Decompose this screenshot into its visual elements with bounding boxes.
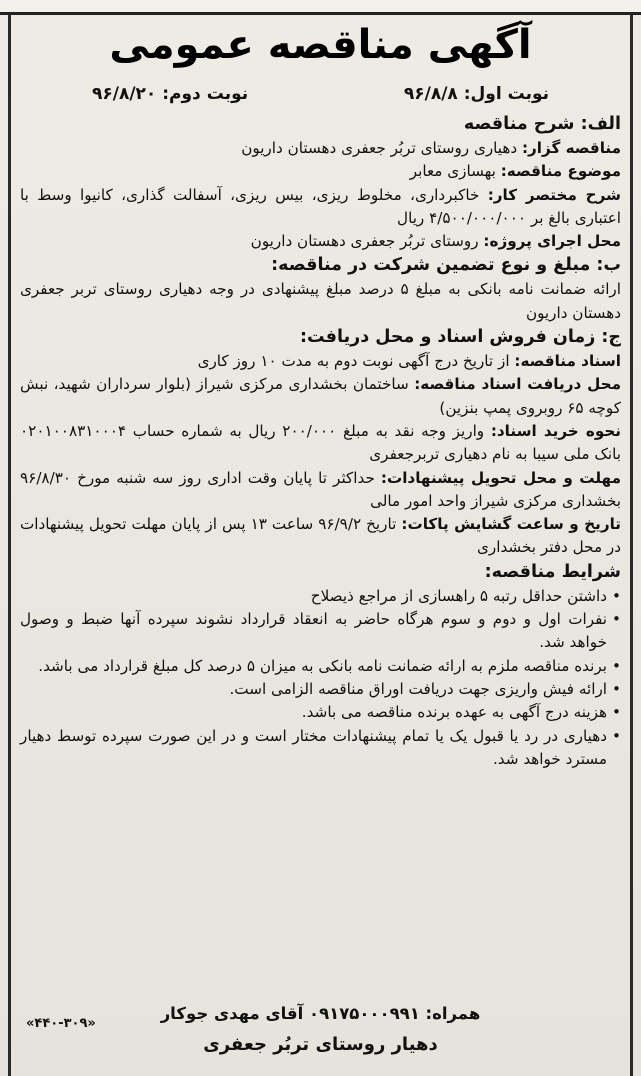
notice-body (20, 112, 621, 771)
condition-item: • داشتن حداقل رتبه ۵ راهسازی از مراجع ذیصلاح (20, 585, 621, 608)
docs-place-label: محل دریافت اسناد مناقصه: (414, 375, 622, 394)
opening-value: تاریخ ۹۶/۹/۲ ساعت ۱۳ پس از پایان مهلت تحویل پیشنهادات در محل دفتر بخشداری (20, 515, 621, 557)
condition-item: • برنده مناقصه ملزم به ارائه ضمانت نامه بانکی به میزان ۵ درصد کل مبلغ قرارداد می باشد. (20, 655, 621, 678)
deadline-value: حداکثر تا پایان وقت اداری روز سه شنبه مورخ ۹۶/۸/۳۰ بخشداری مرکزی شیراز واحد امور مالی (20, 468, 621, 510)
left-border (8, 14, 11, 1076)
docs-label: اسناد مناقصه: (514, 352, 621, 371)
publication-dates (92, 84, 549, 104)
opening-time (20, 513, 621, 560)
condition-item: • ارائه فیش واریزی جهت دریافت اوراق مناقصه الزامی است. (20, 678, 621, 701)
section-a-heading: الف: شرح مناقصه (463, 114, 621, 134)
ad-code: «۴۴۰-۳۰۹» (26, 1016, 96, 1031)
section-b-heading: ب: مبلغ و نوع تضمین شرکت در مناقصه: (271, 255, 621, 276)
first-publication-date: نوبت اول: ۹۶/۸/۸ (403, 84, 549, 104)
docs-value: از تاریخ درج آگهی نوبت دوم به مدت ۱۰ روز کاری (197, 352, 510, 371)
location-value: روستای تربُر جعفری دهستان داریون (250, 232, 479, 251)
docs-place-value: ساختمان بخشداری مرکزی شیراز (بلوار سرداران شهید، نبش کوچه ۶۵ روبروی پمپ بنزین) (20, 375, 621, 417)
brief-description (20, 184, 621, 231)
tender-giver-value: دهیاری روستای تربُر جعفری دهستان داریون (241, 139, 518, 157)
signature: دهیار روستای تربُر جعفری (203, 1034, 438, 1055)
notice-title: آگهی مناقصه عمومی (109, 22, 532, 68)
opening-label: تاریخ و ساعت گشایش پاکات: (401, 515, 621, 534)
tender-documents (20, 350, 621, 373)
purchase-value: واریز وجه نقد به مبلغ ۲۰۰/۰۰۰ ریال به شماره حساب ۰۲۰۱۰۰۸۳۱۰۰۰۴ بانک ملی سیبا به نام دهیاری تربرجعفری (20, 421, 621, 464)
tender-giver (20, 137, 621, 160)
right-border (630, 14, 633, 1076)
location-label: محل اجرای پروژه: (483, 232, 621, 251)
conditions-heading: شرایط مناقصه: (484, 561, 621, 582)
top-border (0, 0, 641, 15)
submission-deadline (20, 467, 621, 514)
section-c-heading: ج: زمان فروش اسناد و محل دریافت: (300, 327, 621, 348)
brief-label: شرح مختصر کار: (487, 185, 621, 204)
brief-value: خاکبرداری، مخلوط ریزی، بیس ریزی، آسفالت گذاری، کانیوا وسط با اعتباری بالغ بر ۴/۵۰۰/۰۰۰/۰۰۰ ریال (20, 185, 621, 227)
condition-item: • هزینه درج آگهی به عهده برنده مناقصه می باشد. (20, 701, 621, 724)
project-location (20, 230, 621, 253)
deadline-label: مهلت و محل تحویل پیشنهادات: (380, 468, 621, 487)
purchase-label: نحوه خرید اسناد: (490, 421, 621, 440)
guarantee-text: ارائه ضمانت نامه بانکی به مبلغ ۵ درصد مبلغ پیشنهادی در وجه دهیاری روستای تربر جعفری دهستان داریون (20, 280, 621, 322)
second-publication-date: نوبت دوم: ۹۶/۸/۲۰ (92, 84, 249, 104)
contact-info: همراه: ۰۹۱۷۵۰۰۰۹۹۱ آقای مهدی جوکار (160, 1004, 481, 1023)
tender-subject (20, 160, 621, 183)
documents-place (20, 373, 621, 420)
condition-item: • دهیاری در رد یا قبول یک یا تمام پیشنهادات مختار است و در این صورت سپرده توسط دهیار مسترد خواهد شد. (20, 725, 621, 772)
subject-value: بهسازی معابر (409, 162, 496, 181)
subject-label: موضوع مناقصه: (500, 162, 621, 181)
condition-item: • نفرات اول و دوم و سوم هرگاه حاضر به انعقاد قرارداد نشوند سپرده آنها ضبط و وصول خواهد شد. (20, 608, 621, 655)
purchase-method (20, 420, 621, 467)
tender-giver-label: مناقصه گزار: (521, 139, 621, 157)
